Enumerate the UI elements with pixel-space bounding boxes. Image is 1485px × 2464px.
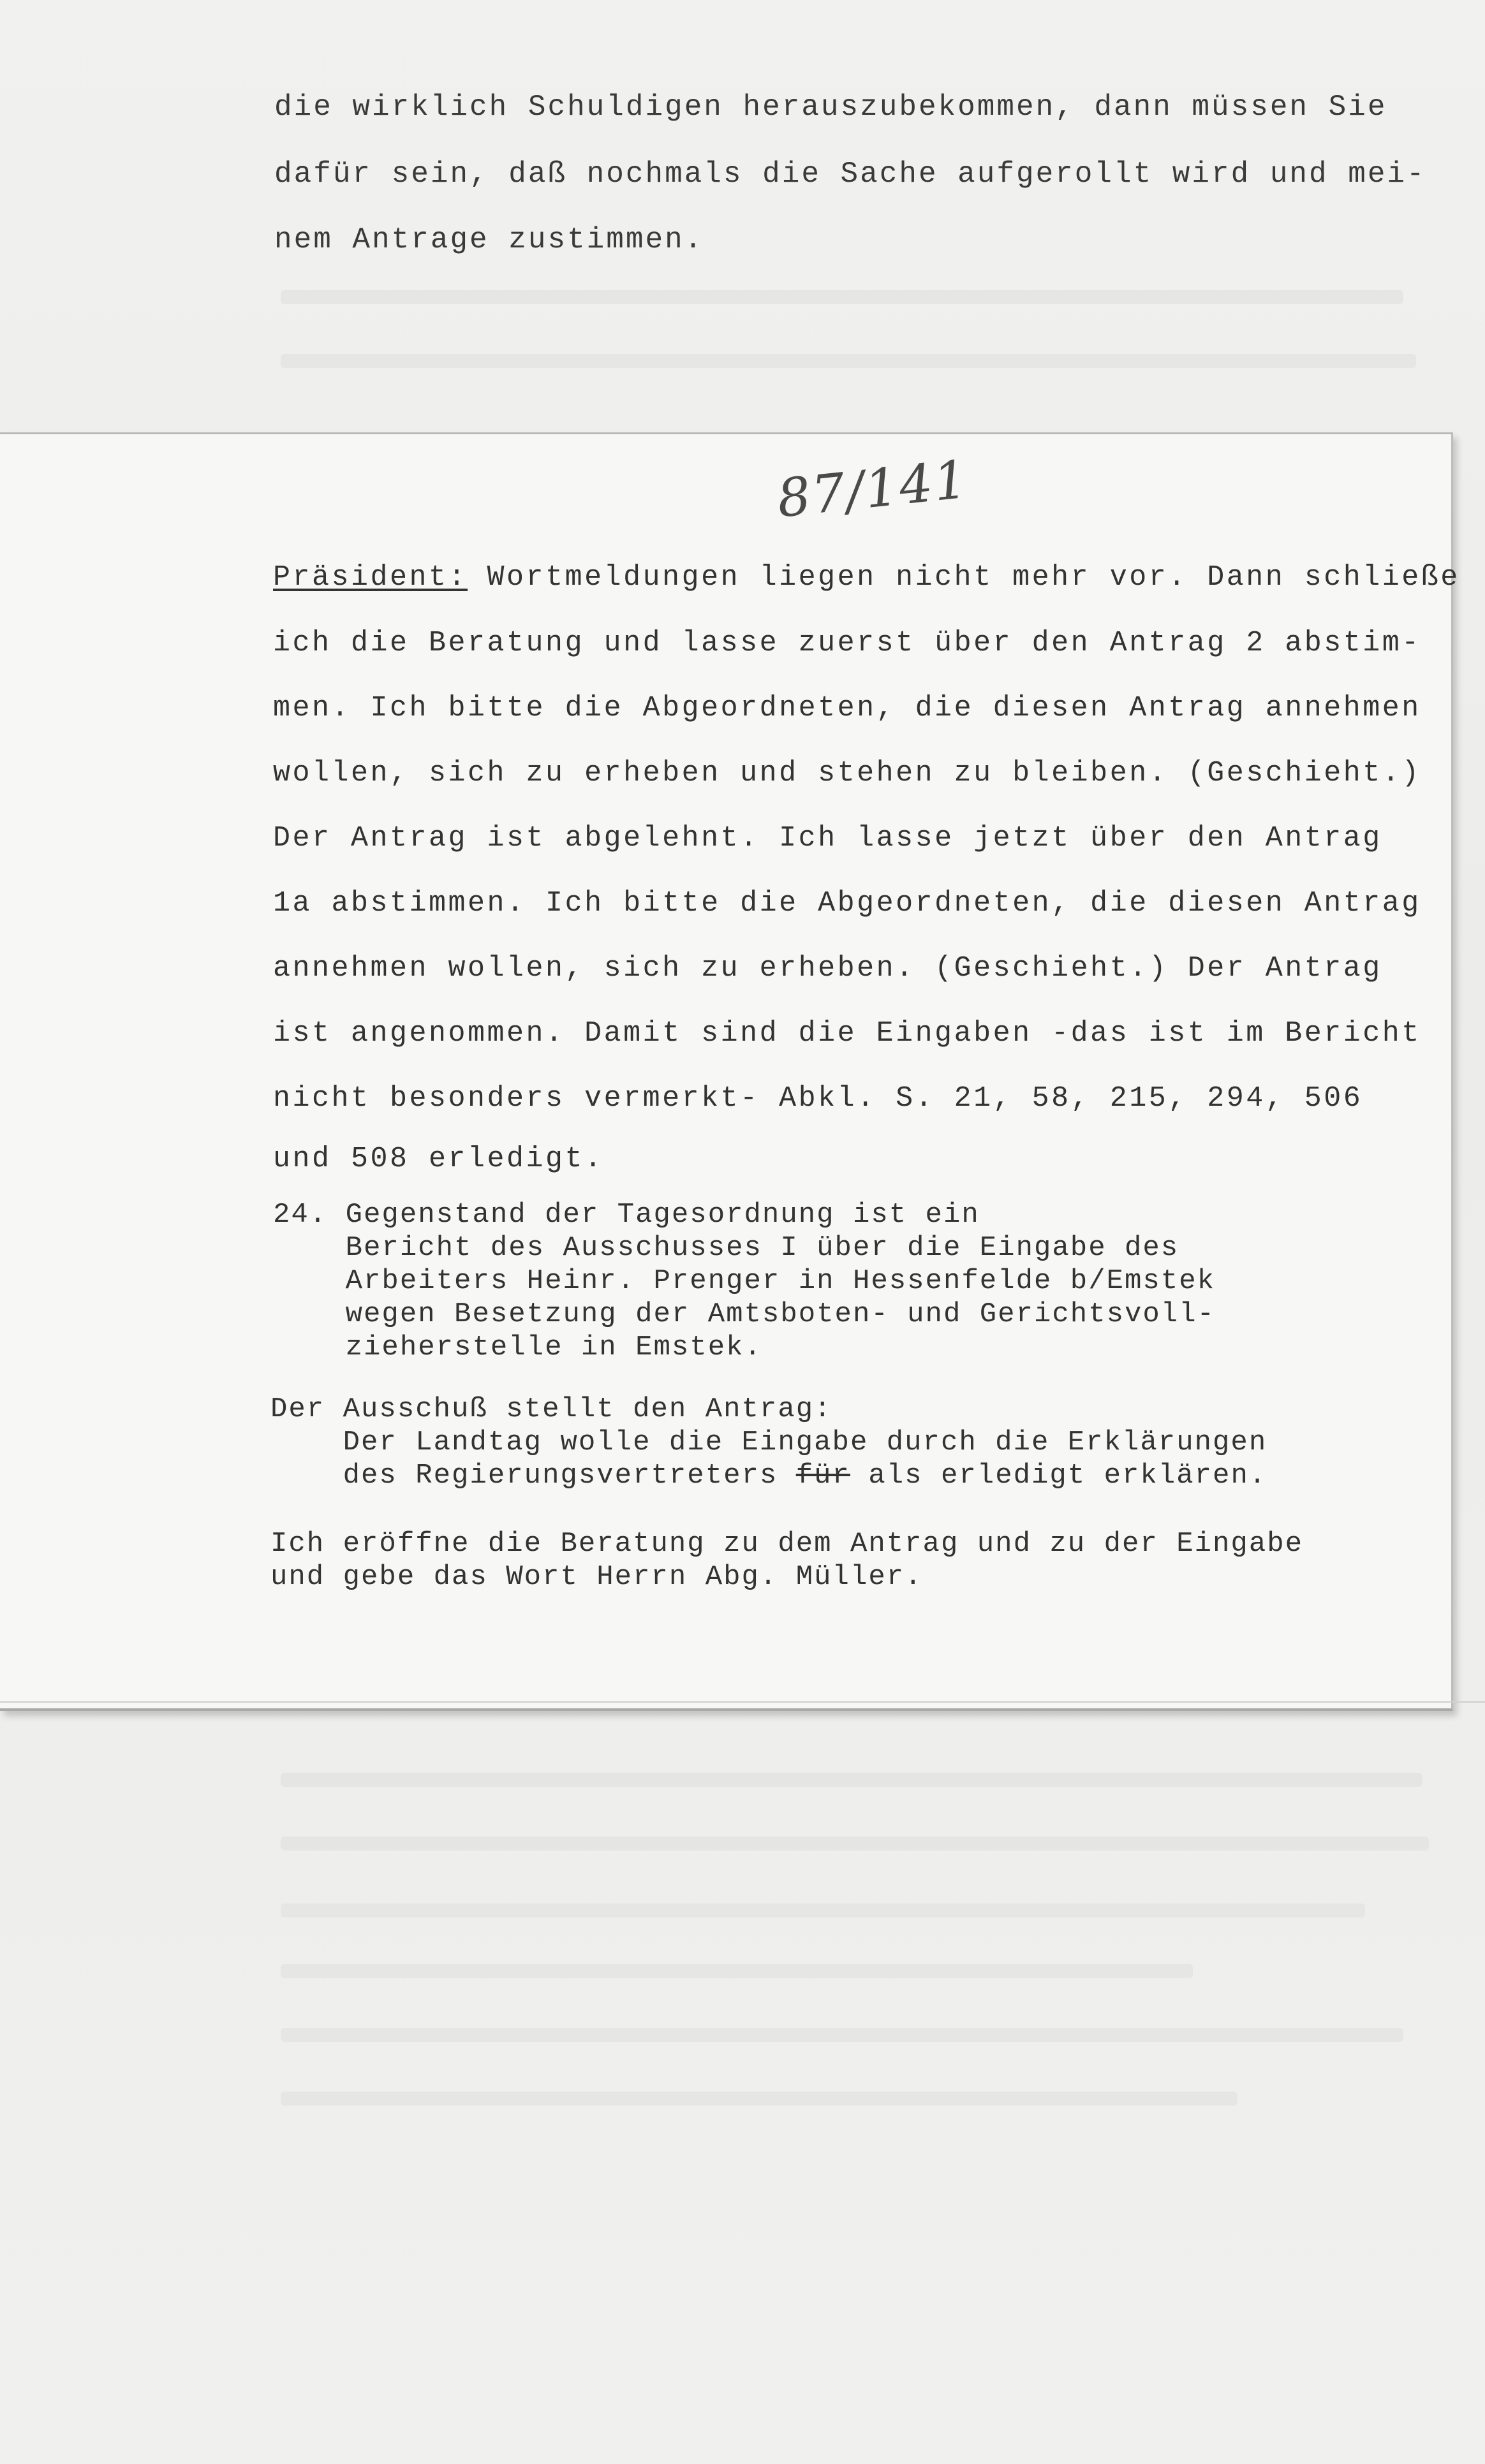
- ghost-line: [281, 2028, 1403, 2042]
- text-line: wollen, sich zu erheben und stehen zu bleiben. (Geschieht.): [273, 757, 1421, 789]
- ghost-line: [281, 1773, 1422, 1787]
- text-line: Bericht des Ausschusses I über die Eingabe des: [273, 1232, 1179, 1264]
- text-line: 1a abstimmen. Ich bitte die Abgeordneten, die diesen Antrag: [273, 887, 1421, 920]
- text-line: Der Antrag ist abgelehnt. Ich lasse jetzt über den Antrag: [273, 822, 1382, 854]
- text-span: Wortmeldungen liegen nicht mehr vor. Dann schließe: [468, 561, 1460, 594]
- text-line: dafür sein, daß nochmals die Sache aufgerollt wird und mei-: [274, 158, 1426, 191]
- speaker-label: Präsident:: [273, 561, 468, 594]
- text-line: ich die Beratung und lasse zuerst über den Antrag 2 abstim-: [273, 627, 1421, 659]
- text-line: die wirklich Schuldigen herauszubekommen, dann müssen Sie: [274, 91, 1387, 124]
- text-line: [273, 561, 1460, 594]
- text-span: als erledigt erklären.: [850, 1460, 1267, 1492]
- text-line: Der Landtag wolle die Eingabe durch die Erklärungen: [270, 1426, 1267, 1458]
- text-line: [270, 1460, 1267, 1492]
- struck-word: für: [795, 1460, 850, 1492]
- text-line: annehmen wollen, sich zu erheben. (Geschieht.) Der Antrag: [273, 952, 1382, 985]
- text-line: und gebe das Wort Herrn Abg. Müller.: [270, 1561, 923, 1593]
- ghost-line: [281, 1964, 1193, 1978]
- text-line: zieherstelle in Emstek.: [273, 1331, 762, 1363]
- ghost-line: [281, 290, 1403, 304]
- ghost-line: [281, 1837, 1429, 1851]
- text-line: 24. Gegenstand der Tagesordnung ist ein: [273, 1199, 980, 1231]
- text-line: und 508 erledigt.: [273, 1143, 604, 1175]
- ghost-line: [281, 2092, 1238, 2106]
- pasted-slip: [0, 432, 1453, 1711]
- ghost-line: [281, 354, 1416, 368]
- text-line: ist angenommen. Damit sind die Eingaben -das ist im Bericht: [273, 1017, 1421, 1050]
- text-line: nem Antrage zustimmen.: [274, 223, 704, 256]
- text-line: Arbeiters Heinr. Prenger in Hessenfelde b/Emstek: [273, 1265, 1216, 1297]
- handwritten-reference: 87/141: [774, 449, 972, 530]
- text-line: men. Ich bitte die Abgeordneten, die diesen Antrag annehmen: [273, 692, 1421, 724]
- text-line: Der Ausschuß stellt den Antrag:: [270, 1393, 832, 1425]
- text-line: wegen Besetzung der Amtsboten- und Gerichtsvoll-: [273, 1298, 1216, 1330]
- text-span: des Regierungsvertreters: [270, 1460, 796, 1492]
- text-line: nicht besonders vermerkt- Abkl. S. 21, 58, 215, 294, 506: [273, 1082, 1363, 1115]
- ghost-line: [281, 1903, 1365, 1918]
- paper-crease: [0, 1701, 1485, 1703]
- text-line: Ich eröffne die Beratung zu dem Antrag und zu der Eingabe: [270, 1528, 1304, 1560]
